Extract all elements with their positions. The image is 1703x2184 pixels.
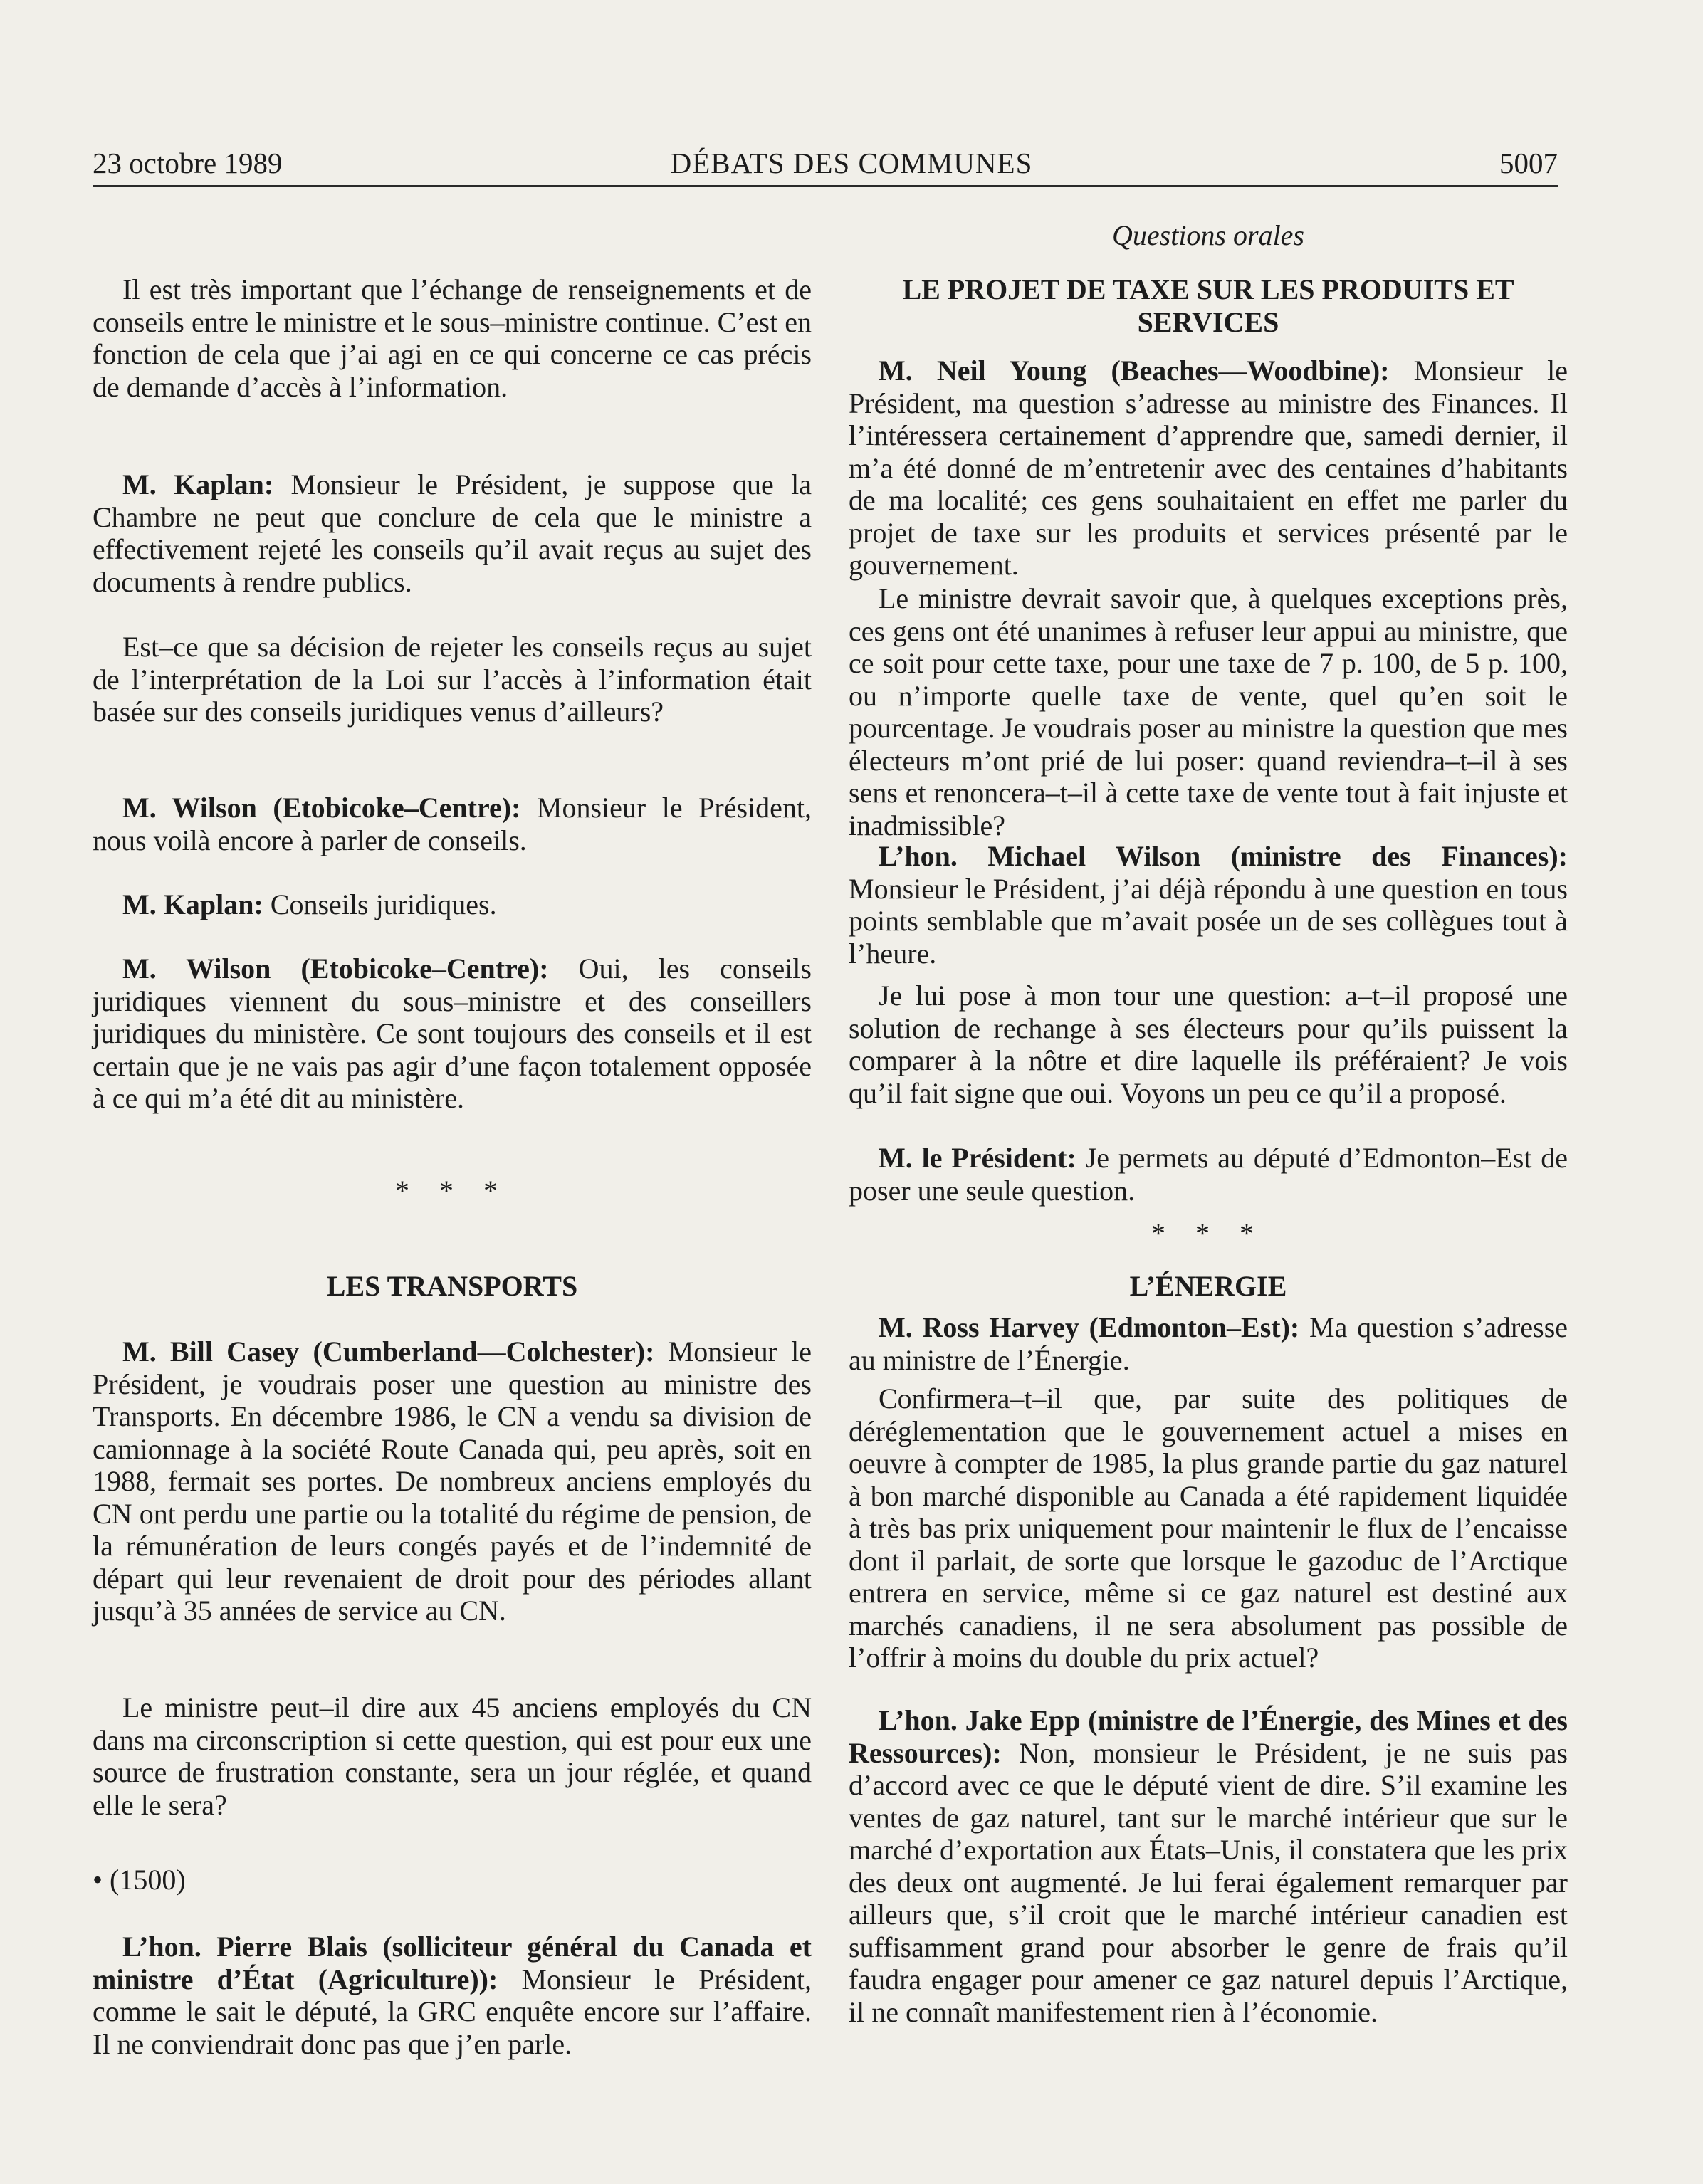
speech-paragraph — [849, 1704, 1568, 2028]
speaker-name: M. le Président: — [879, 1142, 1076, 1174]
speech-text: Non, monsieur le Président, je ne suis pas d’accord avec ce que le député vient de dire. S’il examine les ventes de gaz naturel, tant sur le marché intérieur que sur le marché d’exportation aux États–Unis, il constatera que les prix des deux ont augmenté. Je lui ferai également remarquer par ailleurs que, s’il croit que le marché intérieur canadien est suffisamment grand pour absorber le genre de frais qu’il faudra engager pour amener ce gaz naturel depuis l’Arctique, il ne connaît manifestement rien à l’économie. — [849, 1736, 1568, 2028]
section-label: Questions orales — [1112, 219, 1304, 251]
header-date: 23 octobre 1989 — [93, 147, 283, 179]
speech-paragraph — [93, 888, 812, 921]
section-heading: LES TRANSPORTS — [326, 1270, 578, 1302]
speaker-name: M. Neil Young (Beaches—Woodbine): — [879, 355, 1390, 387]
speech-paragraph — [849, 1142, 1568, 1207]
section-heading: L’ÉNERGIE — [1129, 1270, 1287, 1302]
time-marker: • (1500) — [93, 1864, 186, 1896]
speech-paragraph — [849, 355, 1568, 582]
speaker-name: L’hon. Michael Wilson (ministre des Finances): — [879, 840, 1568, 872]
speaker-name: L’hon. Pierre Blais (solliciteur général du Canada et ministre d’État (Agriculture)): — [93, 1931, 812, 1995]
speech-paragraph — [849, 1311, 1568, 1376]
paragraph: Le ministre peut–il dire aux 45 anciens employés du CN dans ma circonscription si cette question, qui est pour eux une source de frustration constante, sera un jour réglée, et quand elle le sera? — [93, 1691, 812, 1821]
speech-text: Conseils juridiques. — [263, 888, 497, 920]
paragraph: Il est très important que l’échange de renseignements et de conseils entre le ministre et le sous–ministre continue. C’est en fonction de cela que j’ai agi en ce qui concerne ce cas précis de demande d’accès à l’information. — [93, 273, 812, 403]
speaker-name: M. Kaplan: — [122, 468, 274, 500]
speech-paragraph — [93, 1931, 812, 2060]
section-separator: * * * — [1151, 1217, 1265, 1249]
speech-text: Monsieur le Président, j’ai déjà répondu à une question en tous points semblable que m’avait posée un de ses collègues tout à l’heure. — [849, 872, 1568, 970]
speaker-name: M. Wilson (Etobicoke–Centre): — [122, 952, 549, 985]
paragraph: Le ministre devrait savoir que, à quelques exceptions près, ces gens ont été unanimes à refuser leur appui au ministre, que ce soit pour cette taxe, pour une taxe de 7 p. 100, de 5 p. 100, ou n’importe quelle taxe de vente, quel qu’en soit le pourcentage. Je voudrais poser au ministre la question que mes électeurs m’ont prié de lui poser: quand reviendra–t–il à ses sens et renoncera–t–il à cette taxe de vente tout à fait injuste et inadmissible? — [849, 582, 1568, 841]
speech-paragraph — [93, 468, 812, 598]
speaker-name: M. Wilson (Etobicoke–Centre): — [122, 792, 521, 824]
section-separator: * * * — [395, 1175, 509, 1207]
speech-text: Oui, les conseils juridiques viennent du sous–ministre et des conseillers juridiques du ministère. Ce sont toujours des conseils et il est certain que je ne vais pas agir d’une façon totalement opposée à ce qui m’a été dit au ministère. — [93, 952, 812, 1114]
speech-paragraph — [93, 952, 812, 1115]
speech-text: Ma question s’adresse au ministre de l’Énergie. — [849, 1311, 1568, 1376]
speech-paragraph — [849, 840, 1568, 970]
header-rule — [93, 185, 1558, 187]
paragraph: Je lui pose à mon tour une question: a–t–il proposé une solution de rechange à ses électeurs pour qu’ils puissent la comparer à la nôtre et dire laquelle ils préféraient? Je vois qu’il fait signe que oui. Voyons un peu ce qu’il a proposé. — [849, 980, 1568, 1109]
speech-paragraph — [93, 1335, 812, 1627]
speech-text: Monsieur le Président, nous voilà encore à parler de conseils. — [93, 792, 812, 856]
speaker-name: M. Kaplan: — [122, 888, 263, 920]
speaker-name: L’hon. Jake Epp (ministre de l’Énergie, des Mines et des Ressources): — [849, 1704, 1568, 1769]
speaker-name: M. Bill Casey (Cumberland—Colchester): — [122, 1335, 655, 1367]
paragraph: Confirmera–t–il que, par suite des politiques de déréglementation que le gouvernement actuel a mises en oeuvre à compter de 1985, la plus grande partie du gaz naturel à bon marché disponible au Canada a été rapidement liquidée à très bas prix uniquement pour maintenir le flux de l’encaisse dont il parlait, de sorte que lorsque le gazoduc de l’Arctique entrera en service, même si ce gaz naturel est destiné aux marchés canadiens, il ne sera absolument pas possible de l’offrir à moins du double du prix actuel? — [849, 1382, 1568, 1674]
speaker-name: M. Ross Harvey (Edmonton–Est): — [879, 1311, 1300, 1343]
speech-text: Je permets au député d’Edmonton–Est de poser une seule question. — [849, 1142, 1568, 1207]
header-title: DÉBATS DES COMMUNES — [670, 147, 1033, 179]
paragraph: Est–ce que sa décision de rejeter les conseils reçus au sujet de l’interprétation de la Loi sur l’accès à l’information était basée sur des conseils juridiques venus d’ailleurs? — [93, 631, 812, 728]
speech-text: Monsieur le Président, je voudrais poser une question au ministre des Transports. En décembre 1986, le CN a vendu sa division de camionnage à la société Route Canada qui, peu après, soit en 1988, fermait ses portes. De nombreux anciens employés du CN ont perdu une partie ou la totalité du régime de pension, de la rémunération de leurs congés payés et de l’indemnité de départ qui leur revenaient de droit pour des périodes allant jusqu’à 35 années de service au CN. — [93, 1335, 812, 1627]
speech-paragraph — [93, 792, 812, 856]
speech-text: Monsieur le Président, comme le sait le député, la GRC enquête encore sur l’affaire. Il ne conviendrait donc pas que j’en parle. — [93, 1963, 812, 2060]
speech-text: Monsieur le Président, ma question s’adresse au ministre des Finances. Il l’intéressera certainement d’apprendre que, samedi dernier, il m’a été donné de m’entretenir avec des centaines d’habitants de ma localité; ces gens souhaitaient en effet me parler du projet de taxe sur les produits et services présenté par le gouvernement. — [849, 355, 1568, 581]
header-page-number: 5007 — [1499, 147, 1558, 179]
section-heading: LE PROJET DE TAXE SUR LES PRODUITS ET SERVICES — [902, 273, 1514, 338]
speech-text: Monsieur le Président, je suppose que la Chambre ne peut que conclure de cela que le ministre a effectivement rejeté les conseils qu’il avait reçus au sujet des documents à rendre publics. — [93, 468, 812, 598]
